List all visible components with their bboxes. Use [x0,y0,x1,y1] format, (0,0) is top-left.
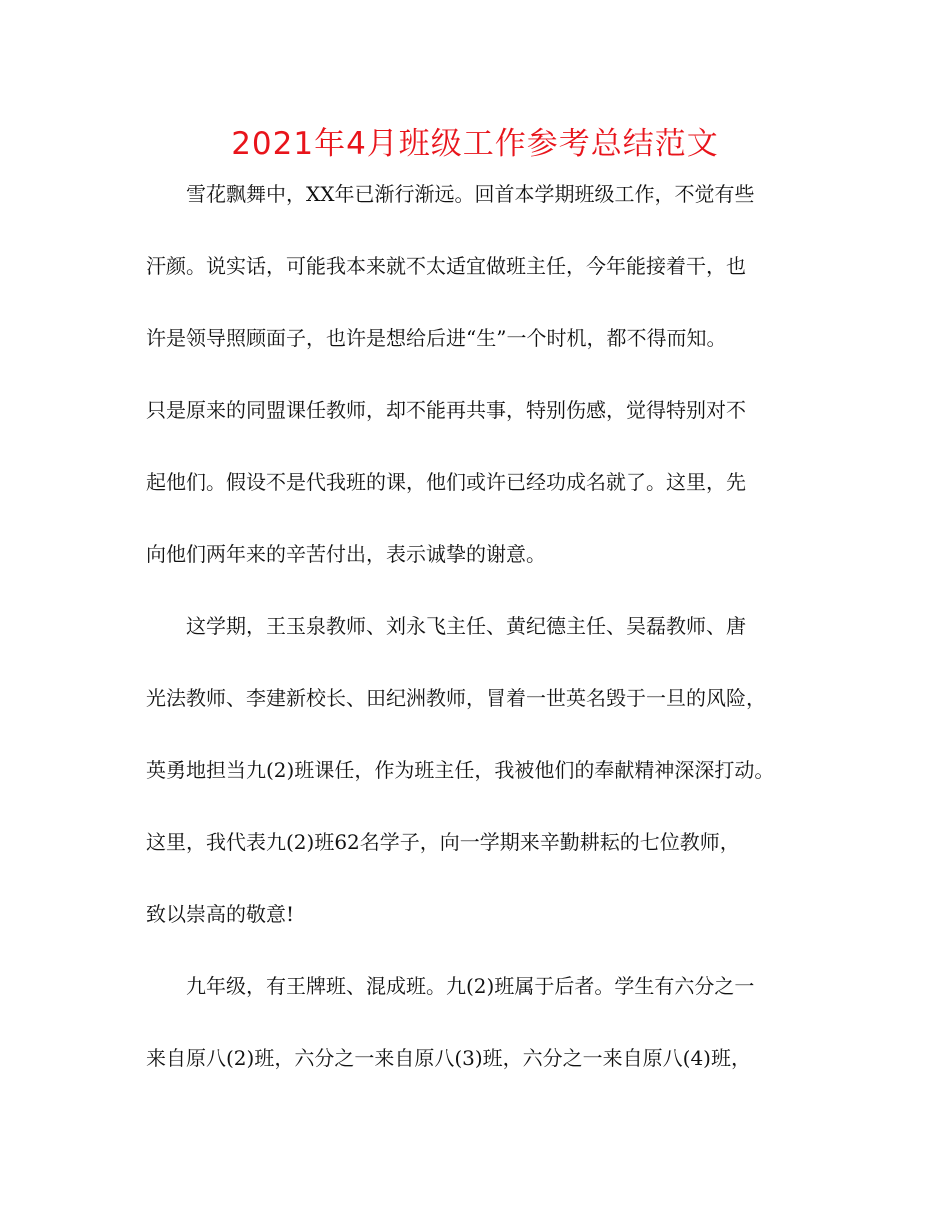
paragraph-3-line-2: 来自原八(2)班，六分之一来自原八(3)班，六分之一来自原八(4)班， [146,1046,751,1070]
paragraph-1-line-2: 汗颜。说实话，可能我本来就不太适宜做班主任，今年能接着干，也 [146,254,746,278]
paragraph-2-line-2: 光法教师、李建新校长、田纪洲教师，冒着一世英名毁于一旦的风险， [146,686,766,710]
paragraph-3-line-1: 九年级，有王牌班、混成班。九(2)班属于后者。学生有六分之一 [186,974,755,998]
paragraph-1-line-4: 只是原来的同盟课任教师，却不能再共事，特别伤感，觉得特别对不 [146,398,746,422]
paragraph-1-line-5: 起他们。假设不是代我班的课，他们或许已经功成名就了。这里，先 [146,470,746,494]
paragraph-1-line-6: 向他们两年来的辛苦付出，表示诚挚的谢意。 [146,542,546,566]
paragraph-2-line-4: 这里，我代表九(2)班62名学子，向一学期来辛勤耕耘的七位教师， [146,830,740,854]
paragraph-2-line-5: 致以崇高的敬意! [146,902,295,926]
paragraph-2-line-1: 这学期，王玉泉教师、刘永飞主任、黄纪德主任、吴磊教师、唐 [186,614,746,638]
paragraph-1-line-1: 雪花飘舞中，XX年已渐行渐远。回首本学期班级工作，不觉有些 [186,182,755,206]
paragraph-1-line-3: 许是领导照顾面子，也许是想给后进“生”一个时机，都不得而知。 [146,326,727,350]
document-title: 2021年4月班级工作参考总结范文 [231,126,719,162]
paragraph-2-line-3: 英勇地担当九(2)班课任，作为班主任，我被他们的奉献精神深深打动。 [146,758,775,782]
